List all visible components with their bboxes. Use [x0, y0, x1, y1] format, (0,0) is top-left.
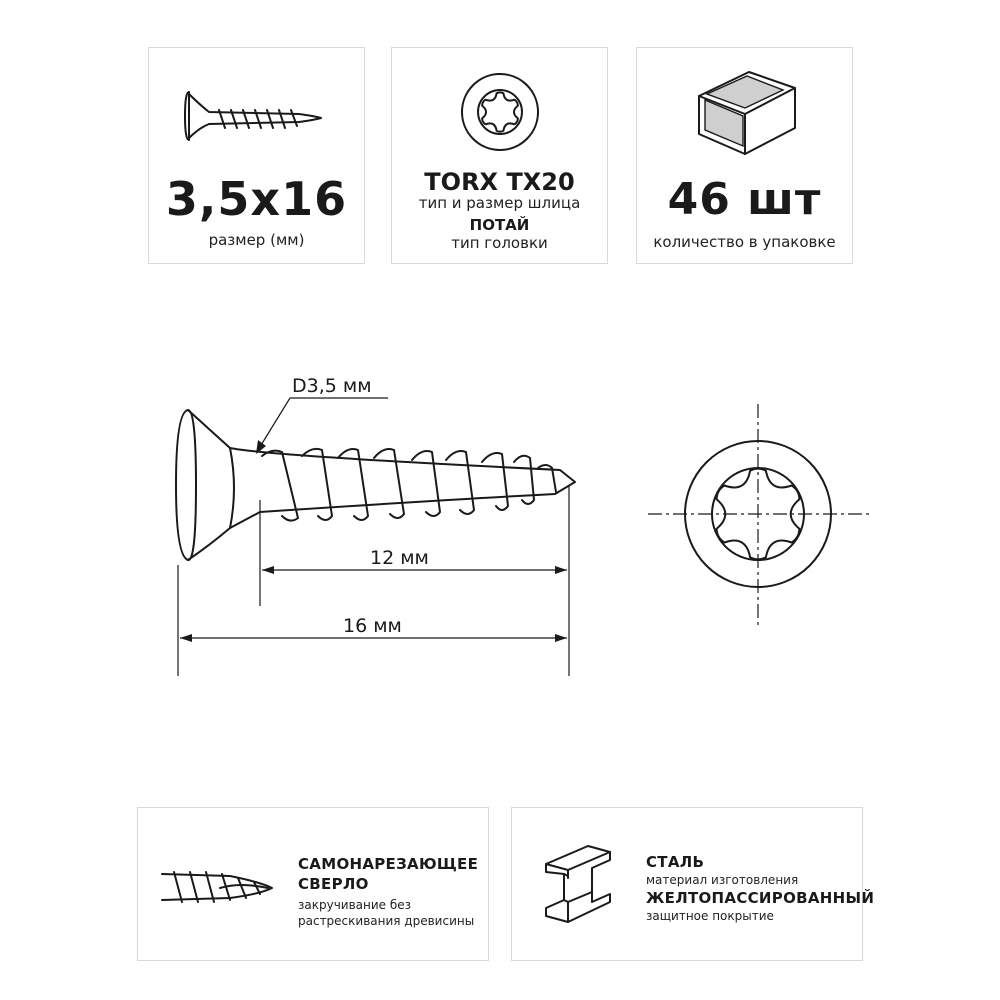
- diameter-label: D3,5 мм: [292, 375, 372, 397]
- i-beam-icon: [540, 842, 614, 926]
- thread-length-label: 12 мм: [370, 547, 429, 569]
- quantity-value: 46 шт: [667, 174, 822, 225]
- drive-caption: тип и размер шлица: [418, 194, 581, 212]
- material-title: СТАЛЬ: [646, 853, 705, 871]
- material-subtitle: материал изготовления: [646, 873, 799, 887]
- drill-desc-1: закручивание без: [298, 898, 412, 912]
- drive-value: TORX TX20: [424, 168, 575, 196]
- drill-title-2: СВЕРЛО: [298, 875, 369, 893]
- size-caption: размер (мм): [208, 231, 305, 249]
- coating-subtitle: защитное покрытие: [646, 909, 774, 923]
- coating-title: ЖЕЛТОПАССИРОВАННЫЙ: [646, 889, 875, 907]
- size-value: 3,5x16: [165, 172, 348, 226]
- quantity-caption: количество в упаковке: [653, 233, 836, 251]
- total-length-label: 16 мм: [343, 615, 402, 637]
- drill-card: [137, 807, 489, 961]
- drill-desc-2: растрескивания древисины: [298, 914, 475, 928]
- material-card: [511, 807, 875, 961]
- drill-title-1: САМОНАРЕЗАЮЩЕЕ: [298, 855, 479, 873]
- head-top-view: [640, 400, 880, 630]
- head-caption: тип головки: [451, 234, 548, 252]
- head-value: ПОТАЙ: [469, 216, 530, 234]
- screw-head: [176, 410, 196, 560]
- drill-tip-icon: [160, 866, 276, 908]
